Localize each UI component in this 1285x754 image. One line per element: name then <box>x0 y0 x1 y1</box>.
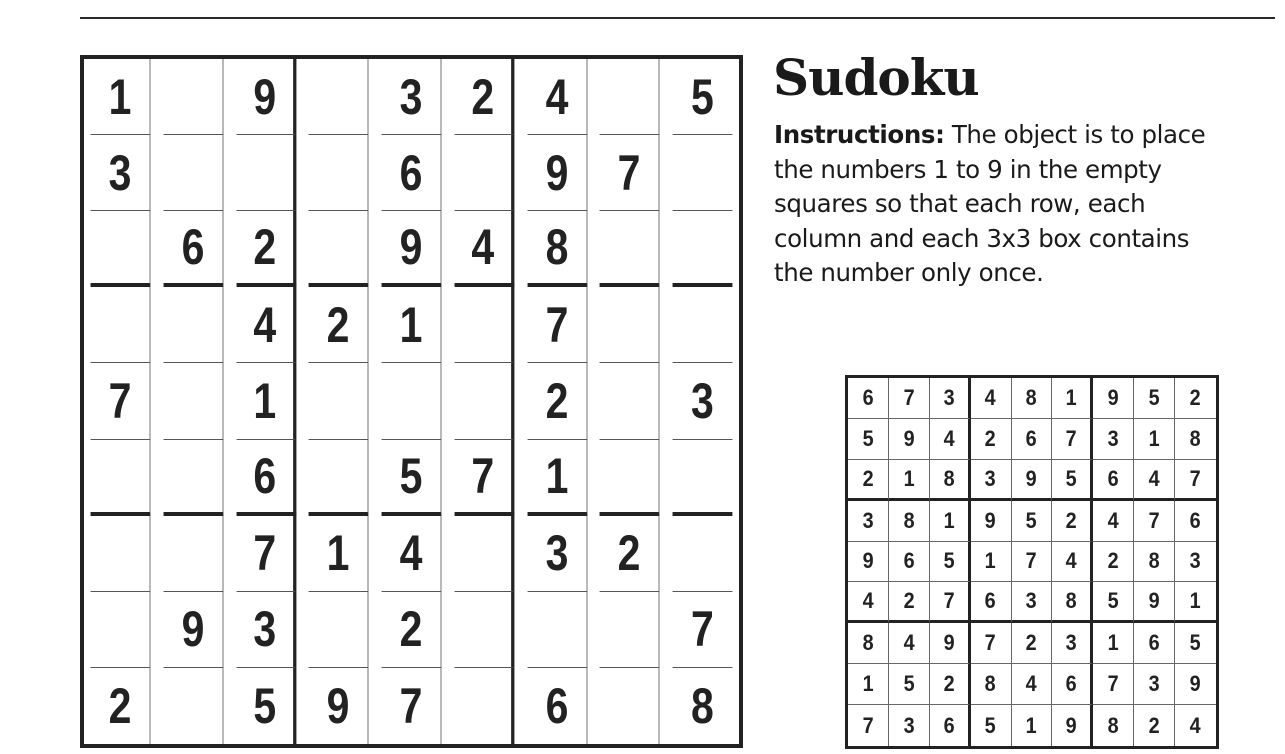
solution-cell-value: 8 <box>1025 384 1037 410</box>
solution-cell-r4c7 <box>1093 501 1134 542</box>
puzzle-cell-r9c9: 8 <box>691 677 715 734</box>
solution-cell-value: 1 <box>1148 425 1160 451</box>
puzzle-cell-r9c1: 2 <box>91 668 151 744</box>
solution-cell-r9c2 <box>889 705 930 746</box>
solution-cell-r7c7 <box>1093 623 1134 664</box>
puzzle-cell-r8c7 <box>527 592 587 668</box>
solution-cell-r5c2 <box>889 542 930 583</box>
puzzle-cell-r3c7: 8 <box>527 211 587 287</box>
puzzle-cell-r8c6 <box>454 592 514 668</box>
puzzle-cell-r5c4 <box>309 363 369 439</box>
solution-cell-value: 4 <box>862 588 874 614</box>
puzzle-cell-r5c5 <box>382 363 442 439</box>
puzzle-cell-r7c4: 1 <box>309 516 369 592</box>
solution-cell-r8c4 <box>971 664 1012 705</box>
solution-cell-r3c3 <box>930 460 971 501</box>
solution-cell-r5c5 <box>1012 542 1053 583</box>
solution-cell-value: 8 <box>1148 548 1160 574</box>
puzzle-cell-r8c4 <box>309 592 369 668</box>
puzzle-cell-r5c7: 2 <box>527 363 587 439</box>
solution-cell-r1c1 <box>848 378 889 419</box>
solution-cell-value: 7 <box>943 588 955 614</box>
solution-cell-r5c4 <box>971 542 1012 583</box>
solution-cell-r5c3 <box>930 542 971 583</box>
puzzle-cell-r4c6 <box>454 287 514 363</box>
solution-cell-r5c9 <box>1175 542 1216 583</box>
solution-cell-r2c4 <box>971 419 1012 460</box>
puzzle-cell-r9c4: 9 <box>309 668 369 744</box>
solution-grid <box>845 375 1219 749</box>
solution-cell-r2c8 <box>1134 419 1175 460</box>
solution-cell-r4c8 <box>1134 501 1175 542</box>
solution-cell-r2c9 <box>1175 419 1216 460</box>
solution-cell-value: 1 <box>1190 588 1202 614</box>
solution-cell-r2c2 <box>889 419 930 460</box>
solution-cell-value: 2 <box>1148 712 1160 738</box>
solution-cell-value: 2 <box>903 588 915 614</box>
puzzle-cell-r3c6: 4 <box>454 211 514 287</box>
instructions <box>774 118 1214 291</box>
puzzle-cell-r6c9 <box>673 440 733 516</box>
solution-cell-r6c4 <box>971 582 1012 623</box>
solution-cell-value: 7 <box>903 384 915 410</box>
puzzle-cell-r5c6 <box>454 363 514 439</box>
solution-cell-r1c4 <box>971 378 1012 419</box>
solution-cell-value: 3 <box>903 712 915 738</box>
solution-cell-value: 4 <box>1025 671 1037 697</box>
puzzle-cell-r6c1 <box>91 440 151 516</box>
puzzle-cell-r1c7: 4 <box>527 59 587 135</box>
solution-cell-r3c7 <box>1093 460 1134 501</box>
solution-cell-value: 9 <box>943 630 955 656</box>
solution-cell-value: 7 <box>1025 548 1037 574</box>
solution-cell-value: 6 <box>1065 671 1077 697</box>
solution-cell-value: 4 <box>1107 507 1119 533</box>
solution-cell-value: 1 <box>903 465 915 491</box>
puzzle-cell-r5c8 <box>600 363 660 439</box>
solution-cell-r6c1 <box>848 582 889 623</box>
solution-cell-value: 5 <box>903 671 915 697</box>
solution-cell-r9c3 <box>930 705 971 746</box>
solution-cell-value: 3 <box>1065 630 1077 656</box>
puzzle-cell-r2c3 <box>236 135 296 211</box>
puzzle-cell-r6c2 <box>163 440 223 516</box>
puzzle-cell-r6c8 <box>600 440 660 516</box>
solution-cell-r1c3 <box>930 378 971 419</box>
solution-cell-r2c6 <box>1052 419 1093 460</box>
puzzle-cell-r2c4 <box>309 135 369 211</box>
solution-cell-value: 4 <box>985 384 997 410</box>
puzzle-cell-r7c5: 4 <box>382 516 442 592</box>
solution-cell-r2c7 <box>1093 419 1134 460</box>
puzzle-cell-r4c1 <box>91 287 151 363</box>
solution-cell-r9c7 <box>1093 705 1134 746</box>
solution-cell-r4c5 <box>1012 501 1053 542</box>
solution-cell-value: 1 <box>1065 384 1077 410</box>
solution-cell-value: 5 <box>1025 507 1037 533</box>
puzzle-cell-r9c6 <box>454 668 514 744</box>
puzzle-cell-r3c1 <box>91 211 151 287</box>
solution-cell-r8c5 <box>1012 664 1053 705</box>
solution-cell-value: 2 <box>1190 384 1202 410</box>
solution-cell-r8c7 <box>1093 664 1134 705</box>
puzzle-cell-r7c6 <box>454 516 514 592</box>
puzzle-cell-r1c3: 9 <box>236 59 296 135</box>
solution-cell-r9c4 <box>971 705 1012 746</box>
solution-cell-r8c9 <box>1175 664 1216 705</box>
puzzle-cell-r2c9 <box>673 135 733 211</box>
puzzle-cell-r9c5: 7 <box>382 668 442 744</box>
puzzle-cell-r7c9 <box>673 516 733 592</box>
solution-cell-r8c6 <box>1052 664 1093 705</box>
solution-cell-value: 5 <box>985 712 997 738</box>
solution-cell-r6c6 <box>1052 582 1093 623</box>
puzzle-cell-r6c7: 1 <box>527 440 587 516</box>
solution-cell-r3c8 <box>1134 460 1175 501</box>
solution-cell-r8c8 <box>1134 664 1175 705</box>
solution-cell-value: 9 <box>862 548 874 574</box>
puzzle-cell-r8c5: 2 <box>382 592 442 668</box>
solution-cell-r9c1 <box>848 705 889 746</box>
puzzle-cell-r1c8 <box>600 59 660 135</box>
solution-cell-value: 6 <box>985 588 997 614</box>
solution-cell-value: 1 <box>862 671 874 697</box>
solution-cell-value: 6 <box>903 548 915 574</box>
solution-cell-r4c9 <box>1175 501 1216 542</box>
puzzle-cell-r4c9 <box>673 287 733 363</box>
puzzle-cell-r8c3: 3 <box>236 592 296 668</box>
puzzle-cell-r5c3: 1 <box>236 363 296 439</box>
solution-cell-r2c5 <box>1012 419 1053 460</box>
solution-cell-r5c8 <box>1134 542 1175 583</box>
solution-cell-value: 8 <box>862 630 874 656</box>
solution-cell-value: 1 <box>943 507 955 533</box>
solution-cell-value: 2 <box>1107 548 1119 574</box>
puzzle-cell-r1c1: 1 <box>91 59 151 135</box>
solution-cell-value: 8 <box>985 671 997 697</box>
puzzle-cell-r5c1: 7 <box>91 363 151 439</box>
solution-cell-value: 3 <box>943 384 955 410</box>
solution-cell-r5c6 <box>1052 542 1093 583</box>
solution-cell-value: 6 <box>1025 425 1037 451</box>
solution-cell-r3c2 <box>889 460 930 501</box>
puzzle-cell-r9c2 <box>163 668 223 744</box>
solution-cell-value: 5 <box>1065 465 1077 491</box>
solution-cell-r6c3 <box>930 582 971 623</box>
solution-cell-r1c5 <box>1012 378 1053 419</box>
solution-cell-value: 7 <box>1190 465 1202 491</box>
solution-cell-r9c6 <box>1052 705 1093 746</box>
solution-cell-r1c8 <box>1134 378 1175 419</box>
solution-cell-value: 5 <box>1107 588 1119 614</box>
solution-cell-value: 2 <box>985 425 997 451</box>
puzzle-cell-r2c1: 3 <box>91 135 151 211</box>
solution-cell-value: 8 <box>943 465 955 491</box>
solution-cell-r7c6 <box>1052 623 1093 664</box>
solution-cell-value: 3 <box>1107 425 1119 451</box>
solution-cell-value: 8 <box>1190 425 1202 451</box>
solution-cell-r9c8 <box>1134 705 1175 746</box>
solution-cell-value: 6 <box>1107 465 1119 491</box>
puzzle-cell-r4c7: 7 <box>527 287 587 363</box>
puzzle-cell-r2c6 <box>454 135 514 211</box>
puzzle-cell-r3c3: 2 <box>236 211 296 287</box>
solution-cell-value: 8 <box>1065 588 1077 614</box>
instructions-lead: Instructions: <box>774 120 945 149</box>
puzzle-cell-r1c4 <box>309 59 369 135</box>
solution-cell-r3c6 <box>1052 460 1093 501</box>
puzzle-cell-r6c5: 5 <box>382 440 442 516</box>
solution-cell-value: 9 <box>903 425 915 451</box>
solution-cell-r8c1 <box>848 664 889 705</box>
puzzle-title: Sudoku <box>773 48 979 107</box>
solution-cell-value: 3 <box>1190 548 1202 574</box>
puzzle-cell-r2c5: 6 <box>382 135 442 211</box>
puzzle-cell-r9c8 <box>600 668 660 744</box>
solution-cell-value: 4 <box>1190 712 1202 738</box>
solution-cell-r8c2 <box>889 664 930 705</box>
puzzle-grid <box>80 55 743 748</box>
solution-cell-r1c2 <box>889 378 930 419</box>
puzzle-cell-r3c5: 9 <box>382 211 442 287</box>
solution-cell-r1c9 <box>1175 378 1216 419</box>
solution-cell-r6c7 <box>1093 582 1134 623</box>
solution-cell-r1c6 <box>1052 378 1093 419</box>
solution-cell-r7c8 <box>1134 623 1175 664</box>
solution-cell-r5c1 <box>848 542 889 583</box>
solution-cell-r3c4 <box>971 460 1012 501</box>
puzzle-cell-r2c7: 9 <box>527 135 587 211</box>
top-rule <box>80 17 1275 19</box>
solution-cell-value: 3 <box>1148 671 1160 697</box>
solution-cell-r7c5 <box>1012 623 1053 664</box>
puzzle-cell-r9c7: 6 <box>527 668 587 744</box>
solution-cell-r3c1 <box>848 460 889 501</box>
puzzle-cell-r1c6: 2 <box>454 59 514 135</box>
solution-cell-value: 4 <box>943 425 955 451</box>
solution-cell-r6c8 <box>1134 582 1175 623</box>
solution-cell-value: 7 <box>985 630 997 656</box>
solution-cell-value: 7 <box>1148 507 1160 533</box>
puzzle-cell-r3c8 <box>600 211 660 287</box>
puzzle-cell-r9c3: 5 <box>236 668 296 744</box>
solution-cell-value: 9 <box>1190 671 1202 697</box>
solution-cell-value: 9 <box>1065 712 1077 738</box>
puzzle-cell-r4c8 <box>600 287 660 363</box>
puzzle-cell-r5c9: 3 <box>673 363 733 439</box>
solution-cell-value: 1 <box>1025 712 1037 738</box>
solution-cell-r4c6 <box>1052 501 1093 542</box>
solution-cell-value: 7 <box>862 712 874 738</box>
solution-cell-value: 9 <box>1107 384 1119 410</box>
solution-cell-value: 6 <box>1190 507 1202 533</box>
solution-cell-value: 3 <box>1025 588 1037 614</box>
puzzle-cell-r7c2 <box>163 516 223 592</box>
puzzle-cell-r4c2 <box>163 287 223 363</box>
solution-cell-value: 5 <box>1148 384 1160 410</box>
solution-cell-r3c9 <box>1175 460 1216 501</box>
solution-cell-r7c2 <box>889 623 930 664</box>
solution-cell-r4c3 <box>930 501 971 542</box>
solution-cell-r7c1 <box>848 623 889 664</box>
puzzle-cell-r7c3: 7 <box>236 516 296 592</box>
solution-cell-value: 5 <box>943 548 955 574</box>
solution-cell-value: 4 <box>903 630 915 656</box>
solution-cell-value: 7 <box>1107 671 1119 697</box>
solution-cell-r6c9 <box>1175 582 1216 623</box>
solution-cell-r7c3 <box>930 623 971 664</box>
puzzle-cell-r3c2: 6 <box>163 211 223 287</box>
puzzle-cell-r8c9: 7 <box>673 592 733 668</box>
puzzle-cell-r8c2: 9 <box>163 592 223 668</box>
solution-cell-value: 8 <box>903 507 915 533</box>
puzzle-cell-r7c1 <box>91 516 151 592</box>
solution-cell-r1c7 <box>1093 378 1134 419</box>
solution-cell-r3c5 <box>1012 460 1053 501</box>
puzzle-cell-r1c9: 5 <box>673 59 733 135</box>
solution-cell-r4c1 <box>848 501 889 542</box>
solution-cell-value: 3 <box>985 465 997 491</box>
solution-cell-value: 9 <box>985 507 997 533</box>
solution-cell-value: 5 <box>862 425 874 451</box>
solution-cell-value: 4 <box>1065 548 1077 574</box>
solution-cell-r6c5 <box>1012 582 1053 623</box>
solution-cell-value: 9 <box>1025 465 1037 491</box>
solution-cell-r5c7 <box>1093 542 1134 583</box>
solution-cell-value: 2 <box>862 465 874 491</box>
solution-cell-r4c4 <box>971 501 1012 542</box>
solution-cell-value: 6 <box>943 712 955 738</box>
solution-cell-value: 7 <box>1065 425 1077 451</box>
solution-cell-value: 3 <box>862 507 874 533</box>
solution-cell-value: 4 <box>1148 465 1160 491</box>
solution-cell-value: 8 <box>1107 712 1119 738</box>
puzzle-cell-r7c7: 3 <box>527 516 587 592</box>
puzzle-cell-r5c2 <box>163 363 223 439</box>
solution-cell-r8c3 <box>930 664 971 705</box>
solution-cell-r4c2 <box>889 501 930 542</box>
solution-cell-value: 5 <box>1190 630 1202 656</box>
solution-cell-value: 9 <box>1148 588 1160 614</box>
puzzle-cell-r8c8 <box>600 592 660 668</box>
solution-cell-value: 1 <box>1107 630 1119 656</box>
puzzle-cell-r2c8: 7 <box>600 135 660 211</box>
puzzle-cell-r3c4 <box>309 211 369 287</box>
solution-cell-r9c5 <box>1012 705 1053 746</box>
solution-cell-r2c3 <box>930 419 971 460</box>
puzzle-cell-r4c5: 1 <box>382 287 442 363</box>
solution-cell-r9c9 <box>1175 705 1216 746</box>
puzzle-cell-r4c3: 4 <box>236 287 296 363</box>
puzzle-cell-r2c2 <box>163 135 223 211</box>
solution-cell-r7c9 <box>1175 623 1216 664</box>
solution-cell-r6c2 <box>889 582 930 623</box>
solution-cell-value: 1 <box>985 548 997 574</box>
solution-cell-value: 2 <box>1065 507 1077 533</box>
puzzle-cell-r6c6: 7 <box>454 440 514 516</box>
solution-cell-r2c1 <box>848 419 889 460</box>
solution-cell-value: 2 <box>943 671 955 697</box>
solution-cell-value: 2 <box>1025 630 1037 656</box>
puzzle-cell-r1c2 <box>163 59 223 135</box>
instructions-body: The object is to place the numbers 1 to 9 in the empty squares so that each row, each column and each 3x3 box contains the number only once. <box>774 120 1206 287</box>
puzzle-cell-r8c1 <box>91 592 151 668</box>
solution-cell-value: 6 <box>1148 630 1160 656</box>
puzzle-cell-r1c5: 3 <box>382 59 442 135</box>
solution-cell-r7c4 <box>971 623 1012 664</box>
puzzle-cell-r6c3: 6 <box>236 440 296 516</box>
puzzle-cell-r7c8: 2 <box>600 516 660 592</box>
puzzle-cell-r4c4: 2 <box>309 287 369 363</box>
puzzle-cell-r3c9 <box>673 211 733 287</box>
puzzle-cell-r6c4 <box>309 440 369 516</box>
solution-cell-value: 6 <box>862 384 874 410</box>
